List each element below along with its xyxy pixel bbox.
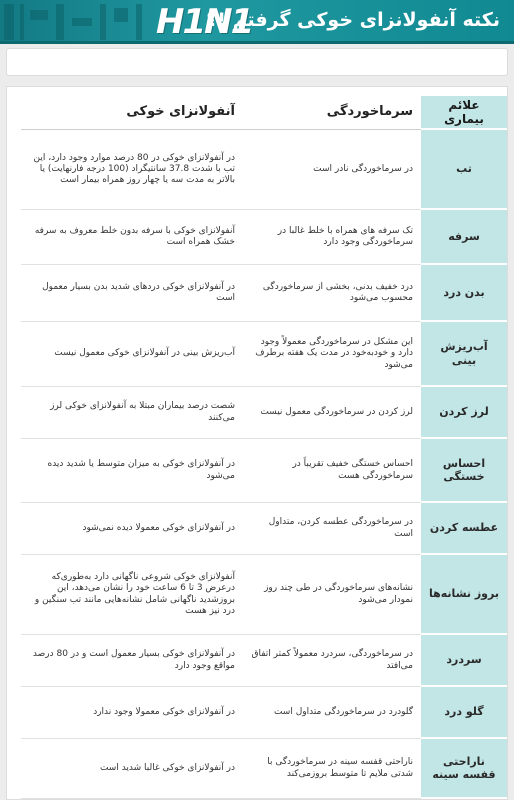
table-row xyxy=(21,265,507,322)
flu-cell: در آنفولانزای خوکی معمولا دیده نمی‌شود xyxy=(82,522,235,533)
page-title: نکته آنفولانزای خوکی گرفتم !؟ xyxy=(206,9,500,31)
flu-cell: در آنفولانزای خوکی دردهای شدید بدن بسیار معمول است xyxy=(42,281,235,303)
cold-cell: لرز کردن در سرماخوردگی معمول نیست xyxy=(260,406,413,417)
flu-cell: آنفولانزای خوکی شروعی ناگهانی دارد به‌طوری‌که درعرض 3 تا 6 ساعت خود را نشان می‌دهد، این بروزشدید ناگهانی شامل نشانه‌هایی مانند تب سنگین و درد نیز هست xyxy=(34,572,235,616)
table-row xyxy=(21,210,507,265)
cold-cell: این مشکل در سرماخوردگی معمولاً وجود دارد و خودبه‌خود در مدت یک هفته برطرف می‌شود xyxy=(255,337,413,370)
table-row xyxy=(21,687,507,739)
table-row xyxy=(21,739,507,799)
table-row xyxy=(21,555,507,635)
table-row xyxy=(21,503,507,555)
cold-cell: در سرماخوردگی نادر است xyxy=(313,163,413,174)
symptom-cell: گلو درد xyxy=(421,687,507,739)
cold-cell: ناراحتی قفسه سینه در سرماخوردگی با شدتی ملایم تا متوسط بروزمی‌کند xyxy=(267,757,413,779)
table-row xyxy=(21,387,507,439)
header-banner xyxy=(0,0,514,44)
symptom-cell: سرفه xyxy=(421,210,507,265)
symptom-cell: تب xyxy=(421,130,507,210)
symptom-cell: عطسه کردن xyxy=(421,503,507,555)
header-cold: سرماخوردگی xyxy=(326,104,413,120)
flu-cell: آنفولانزای خوکی با سرفه بدون خلط معروف به سرفه خشک همراه است xyxy=(34,225,235,247)
flu-cell: در آنفولانزای خوکی بسیار معمول است و در 80 درصد مواقع وجود دارد xyxy=(32,649,235,671)
symptom-cell: سردرد xyxy=(421,635,507,687)
symptom-cell: بدن درد xyxy=(421,265,507,322)
banner-pattern xyxy=(0,0,160,44)
header-symptom: علائم بیماری xyxy=(421,96,507,130)
flu-cell: آب‌ریزش بینی در آنفولانزای خوکی معمول نیست xyxy=(54,348,235,359)
cold-cell: گلودرد در سرماخوردگی متداول است xyxy=(273,706,413,717)
table-row xyxy=(21,322,507,387)
h1n1-logo: H1N1 xyxy=(156,2,253,42)
header-swine-flu: آنفولانزای خوکی xyxy=(126,104,235,120)
table-row xyxy=(21,130,507,210)
symptom-cell: لرز کردن xyxy=(421,387,507,439)
cold-cell: تک سرفه های همراه با خلط غالبا در سرماخوردگی وجود دارد xyxy=(277,225,413,247)
flu-cell: شصت درصد بیماران مبتلا به آنفولانزای خوکی لرز می‌کنند xyxy=(50,401,235,423)
cold-cell: احساس خستگی خفیف تقریباً در سرماخوردگی هست xyxy=(292,459,413,481)
cold-cell: نشانه‌های سرماخوردگی در طی چند روز نمودار می‌شود xyxy=(264,583,413,605)
flu-cell: در آنفولانزای خوکی معمولا وجود ندارد xyxy=(93,706,235,717)
cold-cell: در سرماخوردگی عطسه کردن، متداول است xyxy=(268,517,413,539)
table-row xyxy=(21,439,507,503)
empty-box xyxy=(6,48,508,76)
table-header-row xyxy=(21,96,507,130)
symptom-cell: ناراحتی قفسه سینه xyxy=(421,739,507,799)
flu-cell: در آنفولانزای خوکی در 80 درصد موارد وجود دارد، این تب با شدت 37.8 سانتیگراد (100 درجه فارنهایت) یا بالاتر به مدت سه یا چهار روز همراه بیمار است xyxy=(33,152,235,186)
cold-cell: درد خفیف بدنی، بخشی از سرماخوردگی محسوب می‌شود xyxy=(262,281,413,303)
symptom-cell: احساس خستگی xyxy=(421,439,507,503)
cold-cell: در سرماخوردگی، سردرد معمولاً کمتر اتفاق می‌افتد xyxy=(251,649,413,671)
comparison-table xyxy=(21,96,507,799)
symptom-cell: بروز نشانه‌ها xyxy=(421,555,507,635)
symptom-cell: آب‌ریزش بینی xyxy=(421,322,507,387)
flu-cell: در آنفولانزای خوکی غالبا شدید است xyxy=(99,762,235,773)
flu-cell: در آنفولانزای خوکی به میزان متوسط یا شدید دیده می‌شود xyxy=(47,459,235,481)
table-row xyxy=(21,635,507,687)
